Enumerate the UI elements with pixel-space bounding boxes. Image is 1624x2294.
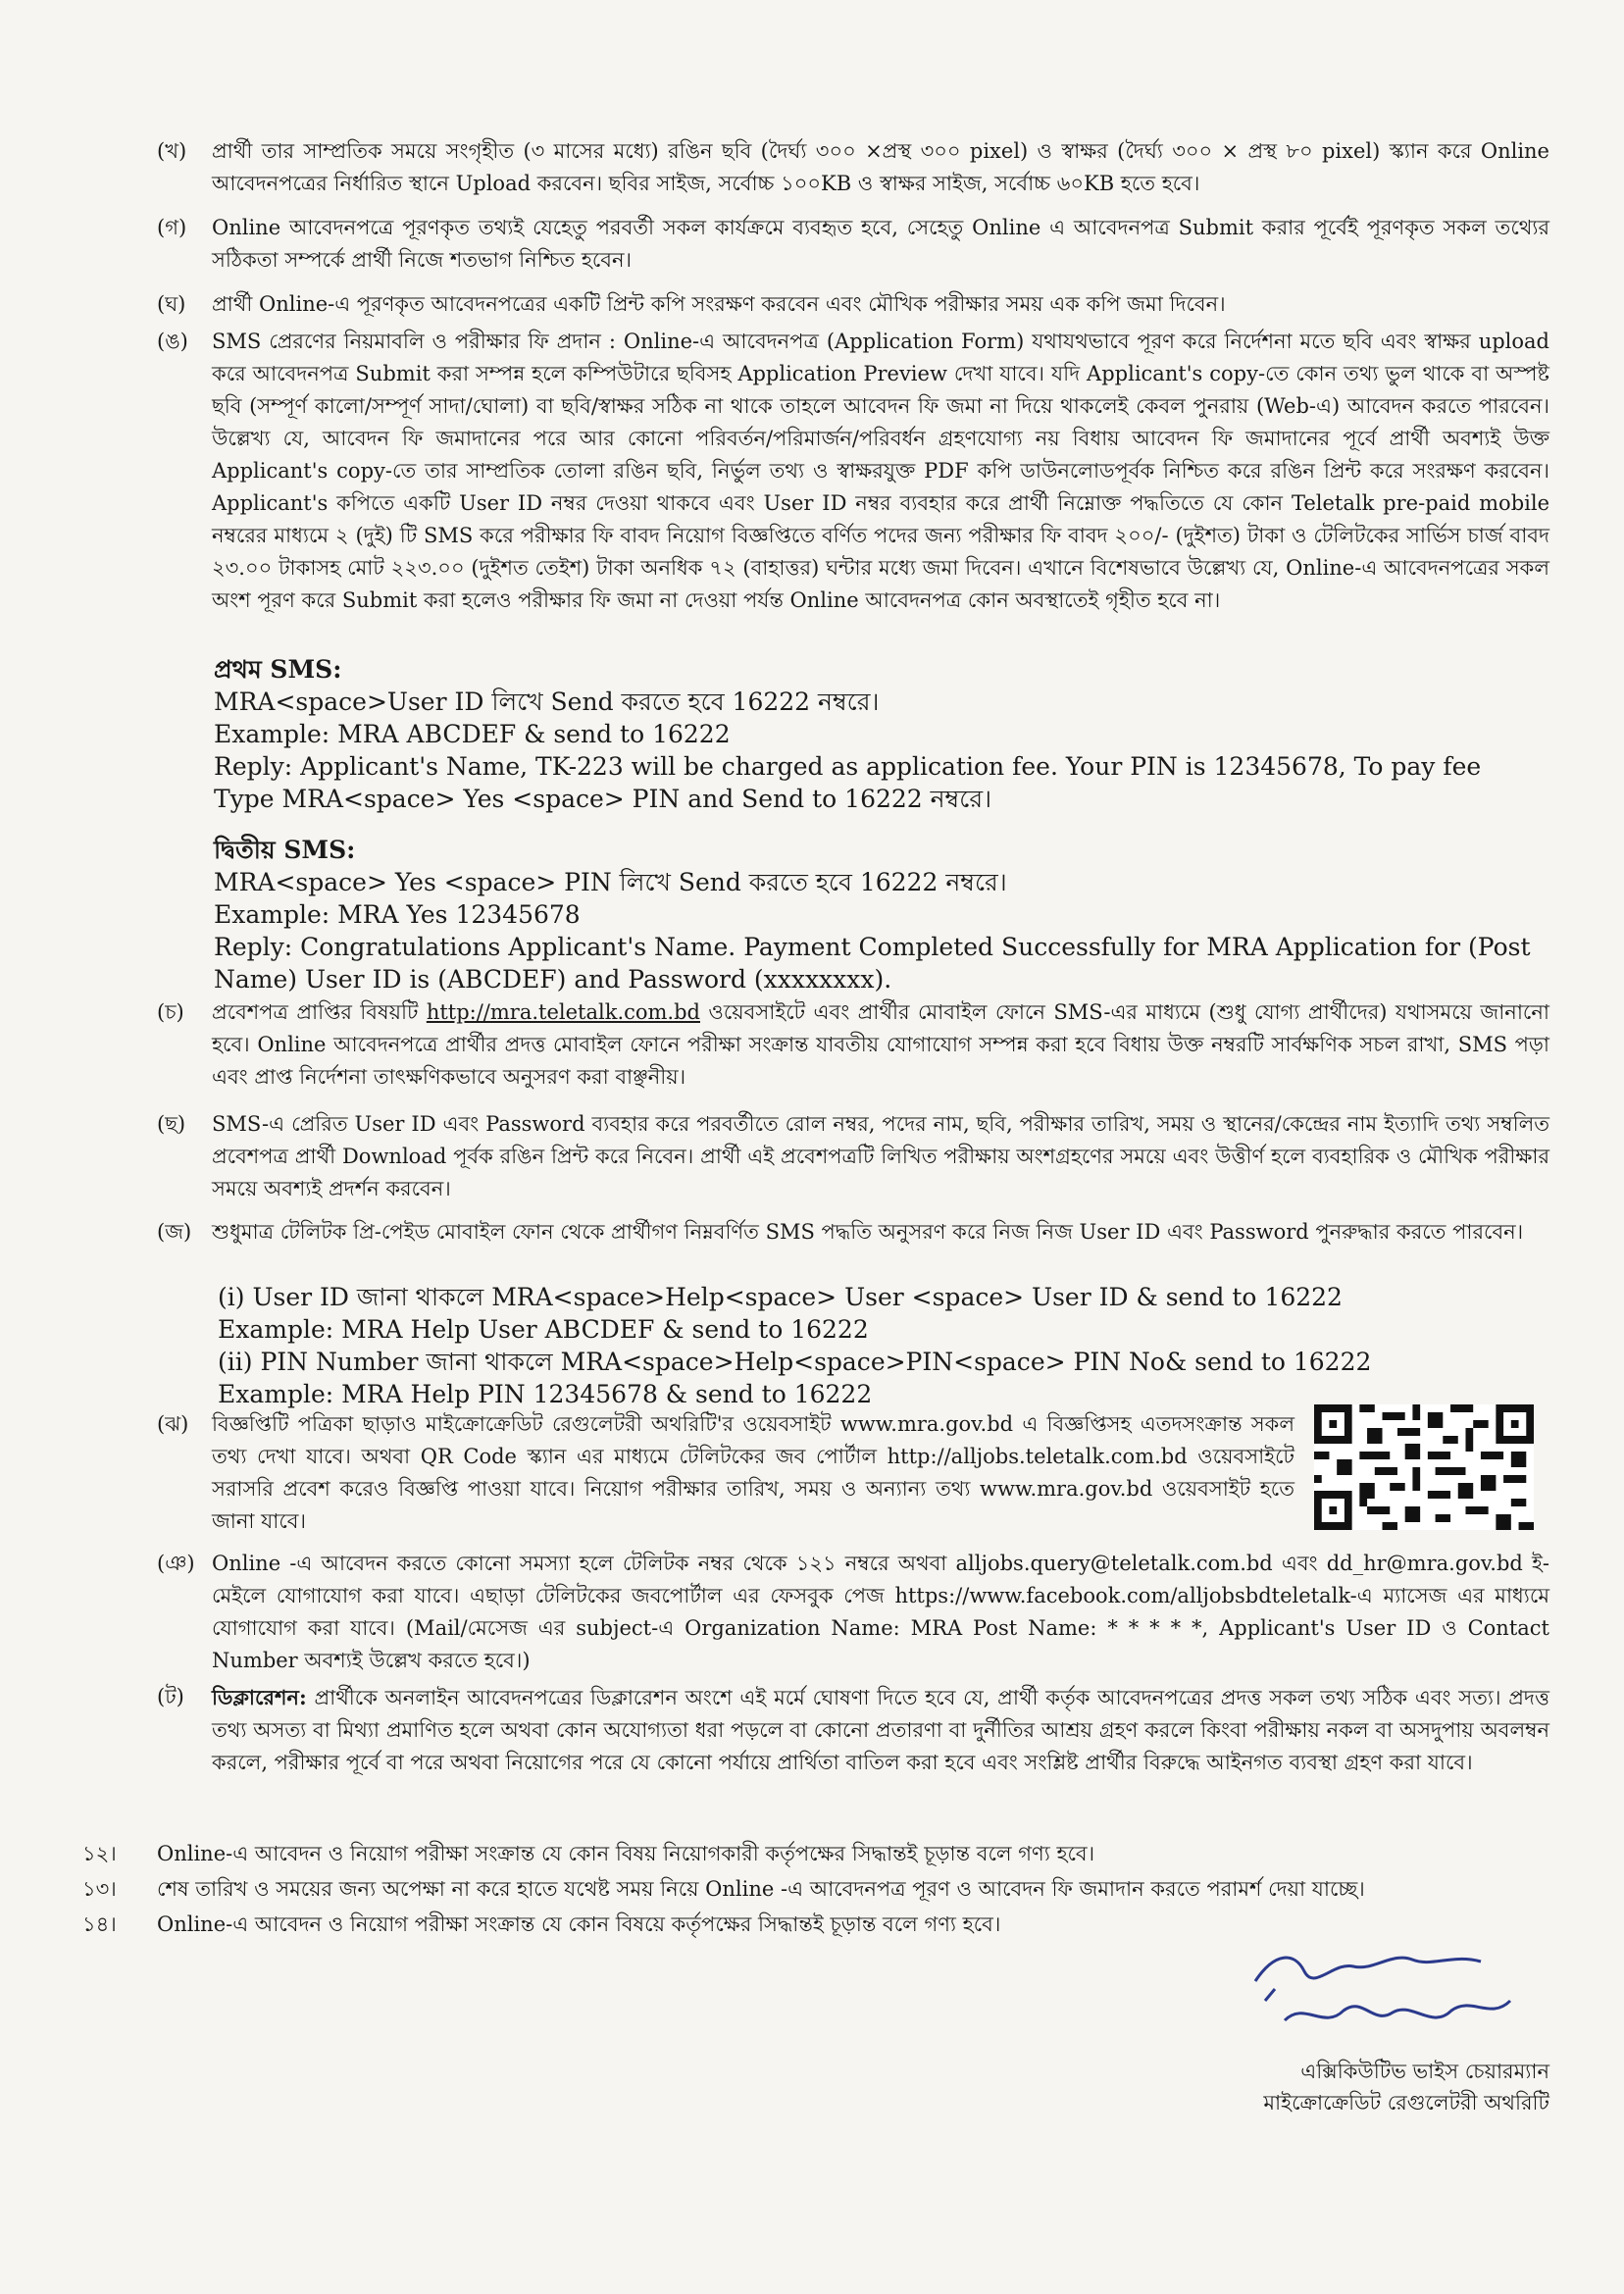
item-marker: (খ) xyxy=(157,139,187,163)
sms-example: Example: MRA ABCDEF & send to 16222 xyxy=(214,720,731,748)
recovery-pin: (ii) PIN Number জানা থাকলে MRA<space>Help<space>PIN<space> PIN No& send to 16222 xyxy=(218,1348,1372,1376)
qr-code-image[interactable] xyxy=(1314,1404,1534,1530)
item-marker: (ছ) xyxy=(157,1112,186,1136)
item-text-post: ওয়েবসাইটে এবং প্রার্থীর মোবাইল ফোনে SMS-এর মাধ্যমে (শুধু যোগ্য প্রার্থীদের) যথাসময়ে জানানো হবে। Online আবেদনপত্রে প্রার্থীর প্রদত্ত মোবাইল ফোনে পরীক্ষা সংক্রান্ত যাবতীয় যোগাযোগ সম্পন্ন করা হবে বিধায় উক্ত নম্বরটি সার্বক্ষণিক সচল রাখা, SMS পড়া এবং প্রাপ্ত নির্দেশনা তাৎক্ষণিকভাবে অনুসরণ করা বাঞ্ছনীয়। xyxy=(212,1000,1549,1089)
item-text: বিজ্ঞপ্তিটি পত্রিকা ছাড়াও মাইক্রোক্রেডিট রেগুলেটরী অথরিটি'র ওয়েবসাইট www.mra.gov.bd এ বিজ্ঞপ্তিসহ এতদসংক্রান্ত সকল তথ্য দেখা যাবে। অথবা QR Code স্ক্যান এর মাধ্যমে টেলিটকের জব পোর্টাল http://alljobs.teletalk.com.bd ওয়েবসাইটে সরাসরি প্রবেশ করেও বিজ্ঞপ্তি পাওয়া যাবে। নিয়োগ পরীক্ষার তারিখ, সময় ও অন্যান্য তথ্য www.mra.gov.bd ওয়েবসাইট হতে জানা যাবে। xyxy=(212,1412,1294,1533)
clause-text: শেষ তারিখ ও সময়ের জন্য অপেক্ষা না করে হাতে যথেষ্ট সময় নিয়ে Online -এ আবেদনপত্র পূরণ ও আবেদন ফি জমাদান করতে পরামর্শ দেয়া যাচ্ছে। xyxy=(157,1877,1365,1901)
clause-text: Online-এ আবেদন ও নিয়োগ পরীক্ষা সংক্রান্ত যে কোন বিষয়ে কর্তৃপক্ষের সিদ্ধান্তই চূড়ান্ত বলে গণ্য হবে। xyxy=(157,1912,1001,1936)
item-marker: (জ) xyxy=(157,1220,192,1244)
item-text: প্রার্থী Online-এ পূরণকৃত আবেদনপত্রের একটি প্রিন্ট কপি সংরক্ষণ করবেন এবং মৌখিক পরীক্ষার সময় এক কপি জমা দিবেন। xyxy=(212,292,1226,316)
item-marker: (চ) xyxy=(157,1000,184,1024)
admit-card-link[interactable]: http://mra.teletalk.com.bd xyxy=(426,1000,700,1024)
item-text xyxy=(212,996,1549,1094)
item-marker: (গ) xyxy=(157,216,187,239)
item-marker: (ট) xyxy=(157,1685,184,1708)
item-text: প্রার্থী তার সাম্প্রতিক সময়ে সংগৃহীত (৩ মাসের মধ্যে) রঙিন ছবি (দৈর্ঘ্য ৩০০ ×প্রস্থ ৩০০ pixel) ও স্বাক্ষর (দৈর্ঘ্য ৩০০ × প্রস্থ ৮০ pixel) স্ক্যান করে Online আবেদনপত্রের নির্ধারিত স্থানে Upload করবেন। ছবির সাইজ, সর্বোচ্চ ১০০KB ও স্বাক্ষর সাইজ, সর্বোচ্চ ৬০KB হতে হবে। xyxy=(212,139,1549,195)
signatory-block xyxy=(1177,2056,1549,2118)
item-text: Online -এ আবেদন করতে কোনো সমস্যা হলে টেলিটক নম্বর থেকে ১২১ নম্বরে অথবা alljobs.query@teletalk.com.bd এবং dd_hr@mra.gov.bd ই-মেইলে যোগাযোগ করা যাবে। এছাড়া টেলিটকের জবপোর্টাল এর ফেসবুক পেজ https://www.facebook.com/alljobsbdteletalk-এ ম্যাসেজ এর মাধ্যমে যোগাযোগ করা যাবে। (Mail/মেসেজ এর subject-এ Organization Name: MRA Post Name: * * * * *, Applicant's User ID ও Contact Number অবশ্যই উল্লেখ করতে হবে।) xyxy=(212,1552,1549,1672)
recovery-userid: (i) User ID জানা থাকলে MRA<space>Help<space> User <space> User ID & send to 16222 xyxy=(218,1283,1343,1311)
sms-heading: দ্বিতীয় SMS: xyxy=(214,836,356,864)
item-text: SMS প্রেরণের নিয়মাবলি ও পরীক্ষার ফি প্রদান : Online-এ আবেদনপত্র (Application Form) যথাযথভাবে পূরণ করে নির্দেশনা মতে ছবি এবং স্বাক্ষর upload করে আবেদনপত্র Submit করা সম্পন্ন হলে কম্পিউটারে ছবিসহ Application Preview দেখা যাবে। যদি Applicant's copy-তে কোন তথ্য ভুল থাকে বা অস্পষ্ট ছবি (সম্পূর্ণ কালো/সম্পূর্ণ সাদা/ঘোলা) বা ছবি/স্বাক্ষর সঠিক না থাকে তাহলে আবেদন ফি জমা না দিয়ে থাকলেই কেবল পুনরায় (Web-এ) আবেদন করতে পারবেন। উল্লেখ্য যে, আবেদন ফি জমাদানের পরে আর কোনো পরিবর্তন/পরিমার্জন/পরিবর্ধন গ্রহণযোগ্য নয় বিধায় আবেদন ফি জমাদানের পূর্বে প্রার্থী অবশ্যই উক্ত Applicant's copy-তে তার সাম্প্রতিক তোলা রঙিন ছবি, নির্ভুল তথ্য ও স্বাক্ষরযুক্ত PDF কপি ডাউনলোডপূর্বক নিশ্চিত করে রঙিন প্রিন্ট করে সংরক্ষণ করবেন। Applicant's কপিতে একটি User ID নম্বর দেওয়া থাকবে এবং User ID নম্বর ব্যবহার করে প্রার্থী নিম্নোক্ত পদ্ধতিতে যে কোন Teletalk pre-paid mobile নম্বরের মাধ্যমে ২ (দুই) টি SMS করে পরীক্ষার ফি বাবদ নিয়োগ বিজ্ঞপ্তিতে বর্ণিত পদের জন্য পরীক্ষার ফি বাবদ ২০০/- (দুইশত) টাকা ও টেলিটকের সার্ভিস চার্জ বাবদ ২৩.০০ টাকাসহ মোট ২২৩.০০ (দুইশত তেইশ) টাকা অনধিক ৭২ (বাহাত্তর) ঘন্টার মধ্যে জমা দিবেন। এখানে বিশেষভাবে উল্লেখ্য যে, Online-এ আবেদনপত্রের সকল অংশ পূরণ করে Submit করা হলেও পরীক্ষার ফি জমা না দেওয়া পর্যন্ত Online আবেদনপত্র কোন অবস্থাতেই গৃহীত হবে না। xyxy=(212,330,1549,612)
item-kha xyxy=(157,135,1549,200)
clause-text: Online-এ আবেদন ও নিয়োগ পরীক্ষা সংক্রান্ত যে কোন বিষয় নিয়োগকারী কর্তৃপক্ষের সিদ্ধান্তই চূড়ান্ত বলে গণ্য হবে। xyxy=(157,1842,1095,1865)
signatory-designation: এক্সিকিউটিভ ভাইস চেয়ারম্যান xyxy=(1300,2060,1549,2083)
item-text-pre: প্রবেশপত্র প্রাপ্তির বিষয়টি xyxy=(212,1000,427,1024)
item-text: Online আবেদনপত্রে পূরণকৃত তথ্যই যেহেতু পরবর্তী সকল কার্যক্রমে ব্যবহৃত হবে, সেহেতু Online এ আবেদনপত্র Submit করার পূর্বেই পূরণকৃত সকল তথ্যের সঠিকতা সম্পর্কে প্রার্থী নিজে শতভাগ নিশ্চিত হবেন। xyxy=(212,216,1549,272)
item-jha xyxy=(157,1408,1294,1538)
item-text: শুধুমাত্র টেলিটক প্রি-পেইড মোবাইল ফোন থেকে প্রার্থীগণ নিম্নবর্ণিত SMS পদ্ধতি অনুসরণ করে নিজ নিজ User ID এবং Password পুনরুদ্ধার করতে পারবেন। xyxy=(212,1220,1524,1244)
clause-12 xyxy=(82,1838,1534,1870)
item-text: SMS-এ প্রেরিত User ID এবং Password ব্যবহার করে পরবর্তীতে রোল নম্বর, পদের নাম, ছবি, পরীক্ষার তারিখ, সময় ও স্থানের/কেন্দ্রের নাম ইত্যাদি তথ্য সম্বলিত প্রবেশপত্র প্রার্থী Download পূর্বক রঙিন প্রিন্ট করে নিবেন। প্রার্থী এই প্রবেশপত্রটি লিখিত পরীক্ষায় অংশগ্রহণের সময়ে এবং উত্তীর্ণ হলে ব্যবহারিক ও মৌখিক পরীক্ষার সময়ে অবশ্যই প্রদর্শন করবেন। xyxy=(212,1112,1549,1200)
declaration-label: ডিক্লারেশন: xyxy=(212,1685,307,1709)
clause-marker: ১৪। xyxy=(82,1912,117,1936)
sms-first-block xyxy=(214,653,1548,815)
handwritten-signature xyxy=(1216,1942,1530,2050)
sms-command: MRA<space> Yes <space> PIN লিখে Send করতে হবে 16222 নম্বরে। xyxy=(214,868,1007,896)
declaration-text: প্রার্থীকে অনলাইন আবেদনপত্রের ডিক্লারেশন অংশে এই মর্মে ঘোষণা দিতে হবে যে, প্রার্থী কর্তৃক আবেদনপত্রের প্রদত্ত সকল তথ্য সঠিক এবং সত্য। প্রদত্ত তথ্য অসত্য বা মিথ্যা প্রমাণিত হলে অথবা কোন অযোগ্যতা ধরা পড়লে বা কোনো প্রতারণা বা দুর্নীতির আশ্রয় গ্রহণ করলে কিংবা পরীক্ষায় নকল বা অসদুপায় অবলম্বন করলে, পরীক্ষার পূর্বে বা পরে অথবা নিয়োগের পরে যে কোনো পর্যায়ে প্রার্থিতা বাতিল করা হবে এবং সংশ্লিষ্ট প্রার্থীর বিরুদ্ধে আইনগত ব্যবস্থা গ্রহণ করা যাবে। xyxy=(212,1686,1549,1774)
clause-marker: ১২। xyxy=(82,1842,117,1865)
item-nya xyxy=(157,1548,1549,1677)
recovery-instructions xyxy=(218,1281,1434,1410)
item-ja xyxy=(157,1216,1549,1249)
recovery-userid-example: Example: MRA Help User ABCDEF & send to 16222 xyxy=(218,1315,869,1344)
item-marker: (ঘ) xyxy=(157,292,186,316)
sms-second-block xyxy=(214,834,1548,995)
item-marker: (ঝ) xyxy=(157,1412,189,1436)
item-ga xyxy=(157,212,1549,277)
sms-reply: Reply: Congratulations Applicant's Name. Payment Completed Successfully for MRA Application for (Post Name) User ID is (ABCDEF) and Password (xxxxxxxx). xyxy=(214,933,1531,994)
clause-14 xyxy=(82,1909,1534,1941)
clause-13 xyxy=(82,1873,1534,1906)
item-text xyxy=(212,1681,1549,1779)
item-umo xyxy=(157,326,1549,617)
sms-reply: Reply: Applicant's Name, TK-223 will be charged as application fee. Your PIN is 12345678, To pay fee Type MRA<space> Yes <space> PIN and Send to 16222 নম্বরে। xyxy=(214,752,1482,813)
sms-example: Example: MRA Yes 12345678 xyxy=(214,900,581,929)
sms-heading: প্রথম SMS: xyxy=(214,655,342,684)
sms-command: MRA<space>User ID লিখে Send করতে হবে 16222 নম্বরে। xyxy=(214,688,880,716)
item-chha xyxy=(157,1108,1549,1205)
item-marker: (ঙ) xyxy=(157,330,188,353)
signatory-organization: মাইক্রোক্রেডিট রেগুলেটরী অথরিটি xyxy=(1263,2091,1549,2115)
item-marker: (ঞ) xyxy=(157,1552,195,1575)
clause-marker: ১৩। xyxy=(82,1877,117,1901)
item-gha xyxy=(157,288,1549,321)
item-cha xyxy=(157,996,1549,1094)
recovery-pin-example: Example: MRA Help PIN 12345678 & send to 16222 xyxy=(218,1380,873,1408)
item-tta xyxy=(157,1681,1549,1779)
